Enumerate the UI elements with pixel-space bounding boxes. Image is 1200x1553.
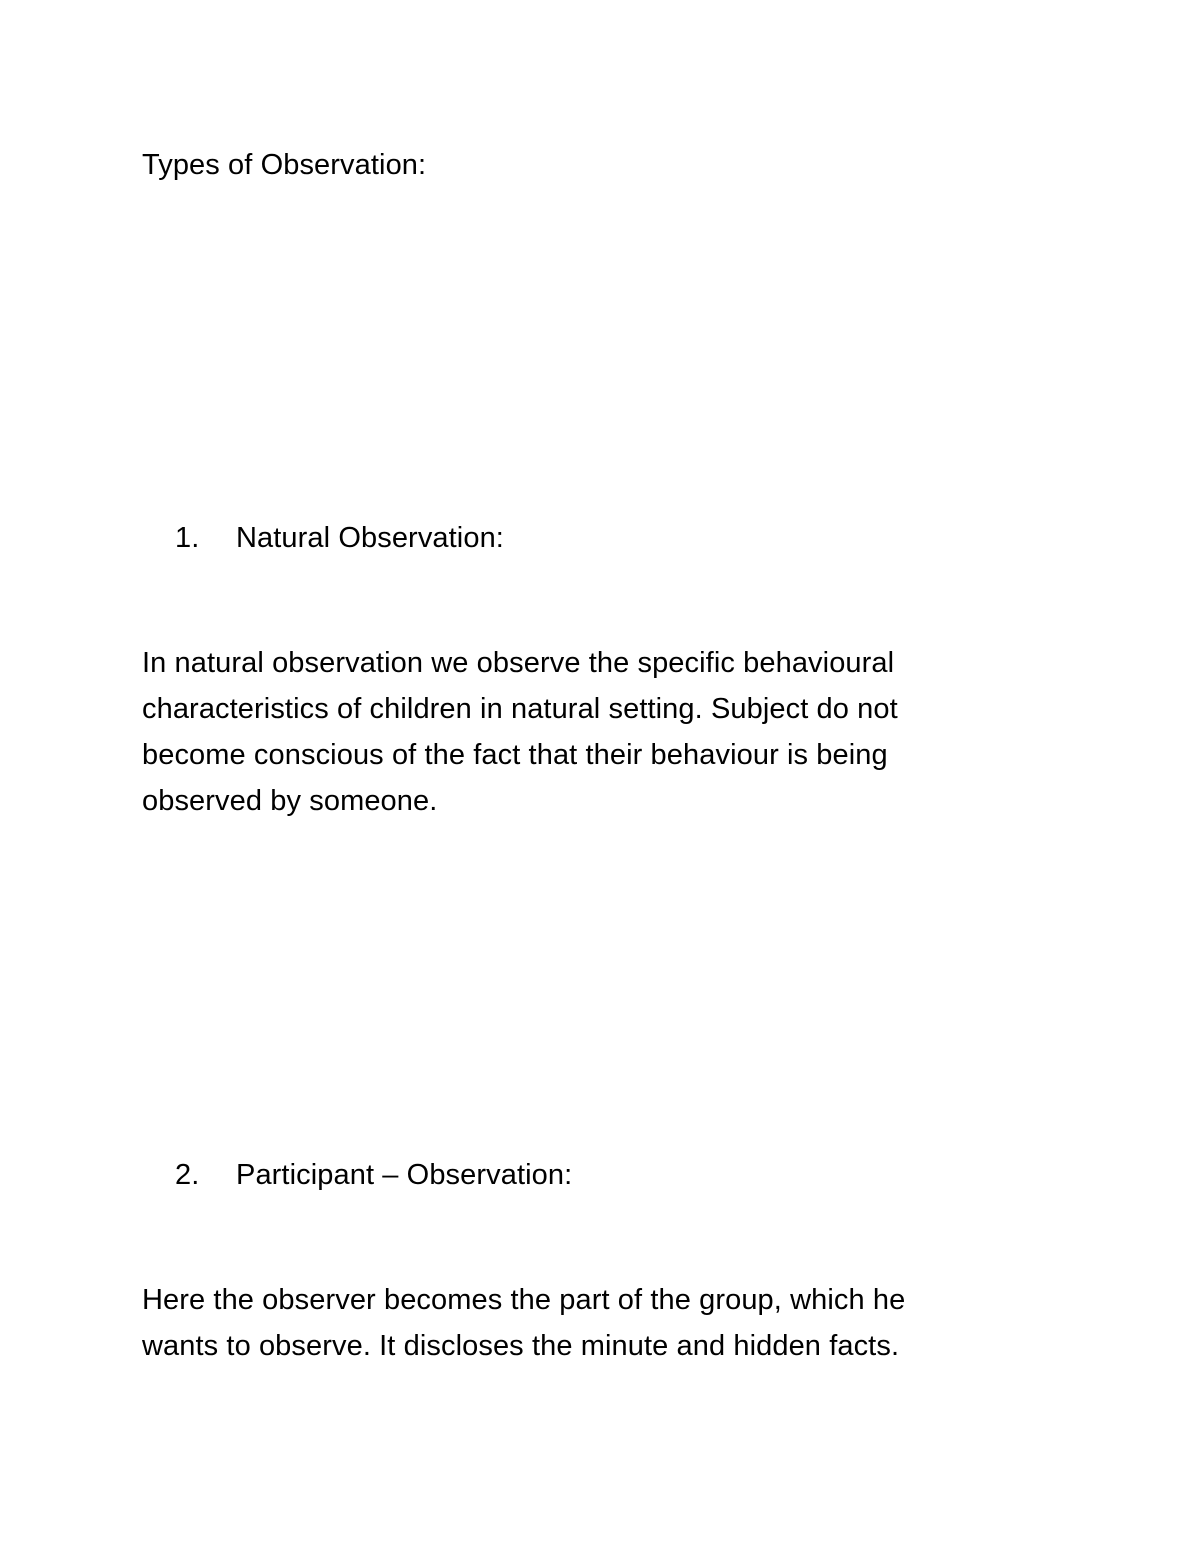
paragraph-line: observed by someone.: [142, 785, 438, 817]
paragraph-line: Here the observer becomes the part of the group, which he: [142, 1284, 906, 1316]
section-heading-participant-observation: [175, 1152, 572, 1198]
paragraph-line: become conscious of the fact that their behaviour is being: [142, 739, 888, 771]
section-paragraph-natural-observation: [142, 640, 1022, 824]
section-heading-label: Participant – Observation:: [236, 1159, 573, 1191]
document-title: Types of Observation:: [142, 149, 427, 181]
section-heading-label: Natural Observation:: [236, 522, 504, 554]
section-heading-natural-observation: [175, 515, 504, 561]
list-number: 2.: [175, 1159, 200, 1191]
paragraph-line: characteristics of children in natural setting. Subject do not: [142, 693, 898, 725]
paragraph-line: In natural observation we observe the specific behavioural: [142, 647, 895, 679]
list-number: 1.: [175, 522, 200, 554]
section-paragraph-participant-observation: [142, 1277, 1022, 1369]
paragraph-line: wants to observe. It discloses the minute and hidden facts.: [142, 1330, 900, 1362]
